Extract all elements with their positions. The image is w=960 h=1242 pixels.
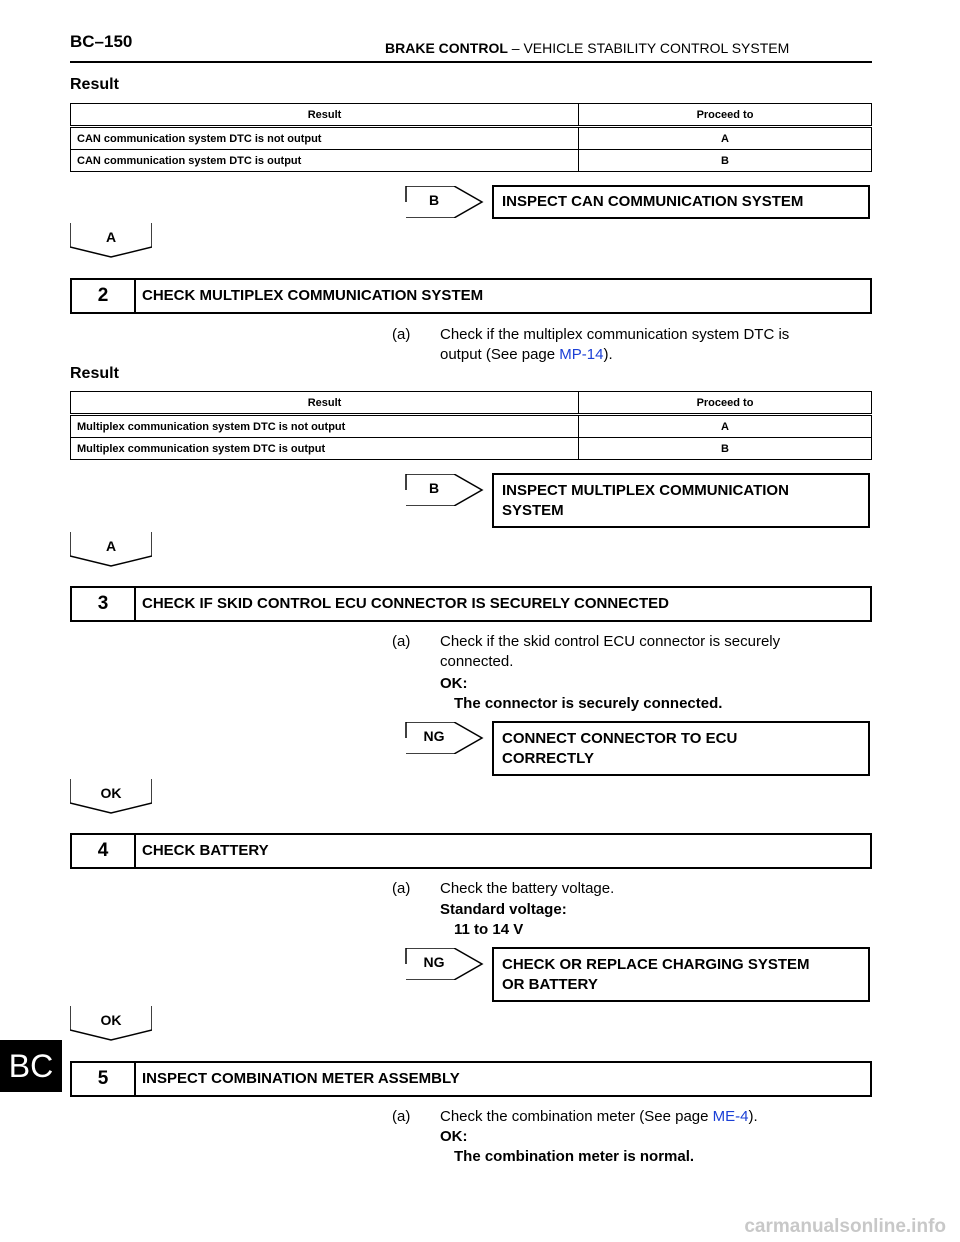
item-text-line2: connected.: [440, 653, 514, 670]
section-title: [385, 40, 789, 56]
continue-arrow-a: [70, 223, 152, 259]
destination-line1: INSPECT MULTIPLEX COMMUNICATION: [502, 482, 789, 499]
result-cell: Multiplex communication system DTC is not output: [71, 415, 579, 438]
spec-value: The connector is securely connected.: [454, 695, 723, 712]
branch-arrow-ng: [404, 722, 484, 754]
continue-arrow-a: [70, 532, 152, 568]
item-label: (a): [392, 633, 411, 650]
column-header-result: Result: [71, 104, 579, 127]
result-cell: Multiplex communication system DTC is output: [71, 438, 579, 460]
result-cell: CAN communication system DTC is output: [71, 150, 579, 172]
table-row: [71, 127, 872, 150]
destination-line1: CONNECT CONNECTOR TO ECU: [502, 730, 738, 747]
spec-value: The combination meter is normal.: [454, 1148, 695, 1165]
continue-arrow-ok: [70, 1006, 152, 1042]
step-number: 2: [72, 280, 136, 312]
destination-line2: SYSTEM: [502, 502, 564, 519]
branch-destination: [492, 721, 870, 776]
item-text-line1: Check if the multiplex communication system DTC is: [440, 326, 790, 343]
column-header-result: Result: [71, 392, 579, 415]
continue-label: A: [105, 229, 117, 245]
step-5-instruction: [392, 1107, 872, 1127]
section-side-tab: BC: [0, 1040, 62, 1092]
branch-destination: [492, 473, 870, 528]
branch-arrow-ng: [404, 948, 484, 980]
branch-label: NG: [423, 728, 445, 744]
table-header-row: [71, 104, 872, 127]
destination-line2: OR BATTERY: [502, 976, 598, 993]
result-heading-2: Result: [70, 365, 119, 382]
result-table-2: [70, 391, 872, 460]
subsection-name: VEHICLE STABILITY CONTROL SYSTEM: [523, 40, 790, 56]
item-text-line1: Check the battery voltage.: [440, 880, 615, 897]
item-text-line2: [440, 345, 872, 365]
proceed-cell: B: [579, 438, 872, 460]
page-link-me4[interactable]: ME-4: [712, 1108, 749, 1125]
continue-label: OK: [100, 1012, 122, 1028]
step-4-instruction: [392, 879, 872, 899]
step-2-header: [70, 278, 872, 314]
section-name: BRAKE CONTROL: [385, 40, 508, 56]
table-header-row: [71, 392, 872, 415]
column-header-proceed: Proceed to: [579, 392, 872, 415]
page-code: BC–150: [70, 32, 133, 51]
item-label: (a): [392, 326, 411, 343]
header-rule: [70, 61, 872, 63]
column-header-proceed: Proceed to: [579, 104, 872, 127]
step-number: 4: [72, 835, 136, 867]
step-number: 3: [72, 588, 136, 620]
title-separator: –: [507, 40, 524, 56]
step-2-instruction: [392, 325, 872, 365]
table-row: [71, 415, 872, 438]
proceed-cell: A: [579, 415, 872, 438]
proceed-cell: B: [579, 150, 872, 172]
destination-line1: CHECK OR REPLACE CHARGING SYSTEM: [502, 956, 810, 973]
step-title: INSPECT COMBINATION METER ASSEMBLY: [142, 1070, 460, 1087]
step-5-header: [70, 1061, 872, 1097]
continue-label: OK: [100, 785, 122, 801]
step-title: CHECK MULTIPLEX COMMUNICATION SYSTEM: [142, 287, 484, 304]
item-text-line1: Check if the skid control ECU connector is securely: [440, 633, 781, 650]
table-row: [71, 438, 872, 460]
spec-label: OK:: [440, 1128, 468, 1145]
result-heading-1: Result: [70, 76, 119, 93]
watermark: carmanualsonline.info: [744, 1216, 946, 1237]
branch-destination: [492, 947, 870, 1002]
step-number: 5: [72, 1063, 136, 1095]
item-text-suffix: ).: [748, 1108, 758, 1125]
step-title: CHECK IF SKID CONTROL ECU CONNECTOR IS SECURELY CONNECTED: [142, 595, 669, 612]
table-row: [71, 150, 872, 172]
item-text-suffix: ).: [603, 346, 613, 363]
continue-arrow-ok: [70, 779, 152, 815]
page-link-mp14[interactable]: MP-14: [559, 346, 604, 363]
item-label: (a): [392, 880, 411, 897]
step-title: CHECK BATTERY: [142, 842, 269, 859]
item-label: (a): [392, 1108, 411, 1125]
branch-label: NG: [423, 954, 445, 970]
spec-value: 11 to 14 V: [454, 921, 524, 938]
branch-label: B: [428, 192, 440, 208]
step-4-header: [70, 833, 872, 869]
item-text-line1: [440, 1107, 872, 1127]
result-table-1: [70, 103, 872, 172]
branch-arrow-b: [404, 186, 484, 218]
branch-arrow-b: [404, 474, 484, 506]
spec-label: OK:: [440, 675, 468, 692]
proceed-cell: A: [579, 127, 872, 150]
destination-line2: CORRECTLY: [502, 750, 594, 767]
continue-label: A: [105, 538, 117, 554]
spec-label: Standard voltage:: [440, 901, 567, 918]
branch-destination: INSPECT CAN COMMUNICATION SYSTEM: [492, 185, 870, 219]
branch-label: B: [428, 480, 440, 496]
step-3-instruction: [392, 632, 872, 672]
item-text-prefix: Check the combination meter (See page: [440, 1108, 713, 1125]
result-cell: CAN communication system DTC is not output: [71, 127, 579, 150]
step-3-header: [70, 586, 872, 622]
item-text-prefix: output (See page: [440, 346, 560, 363]
